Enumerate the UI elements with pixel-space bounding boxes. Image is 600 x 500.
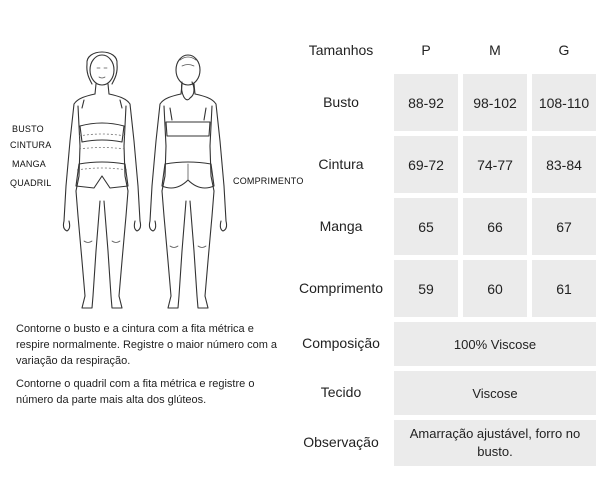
row-label-tecido: Tecido [320,384,362,400]
cell-cintura-g: 83-84 [532,136,596,193]
cell-comprimento-m: 60 [463,260,527,317]
row-label-observacao: Observação [303,434,379,450]
cell-busto-p: 88-92 [394,74,458,131]
label-cintura: CINTURA [10,140,52,150]
sizes-header: Tamanhos [308,42,374,58]
label-busto: BUSTO [12,124,44,134]
cell-manga-p: 65 [394,198,458,255]
row-label-cintura: Cintura [318,156,364,172]
instruction-busto-cintura: Contorne o busto e a cintura com a fita métrica e respire normalmente. Registre o maior número com a variação da respiração. [16,323,278,367]
front-body-figure [52,46,152,316]
row-label-comprimento: Comprimento [298,280,384,296]
row-label-composicao: Composição [302,335,380,351]
instruction-quadril: Contorne o quadril com a fita métrica e registre o número da parte mais alta dos glúteos. [16,378,255,406]
cell-busto-m: 98-102 [463,74,527,131]
cell-manga-m: 66 [463,198,527,255]
size-m-header: M [489,42,501,58]
cell-cintura-p: 69-72 [394,136,458,193]
label-comprimento: COMPRIMENTO [233,176,304,186]
cell-composicao: 100% Viscose [394,322,596,366]
cell-comprimento-p: 59 [394,260,458,317]
back-body-figure [138,46,238,316]
size-p-header: P [421,42,431,58]
cell-tecido: Viscose [394,371,596,415]
size-g-header: G [558,42,570,58]
label-quadril: QUADRIL [10,178,52,188]
cell-busto-g: 108-110 [532,74,596,131]
label-manga: MANGA [12,159,47,169]
cell-manga-g: 67 [532,198,596,255]
cell-comprimento-g: 61 [532,260,596,317]
cell-observacao: Amarração ajustável, forro no busto. [394,420,596,466]
row-label-manga: Manga [319,218,363,234]
cell-cintura-m: 74-77 [463,136,527,193]
row-label-busto: Busto [323,94,359,110]
